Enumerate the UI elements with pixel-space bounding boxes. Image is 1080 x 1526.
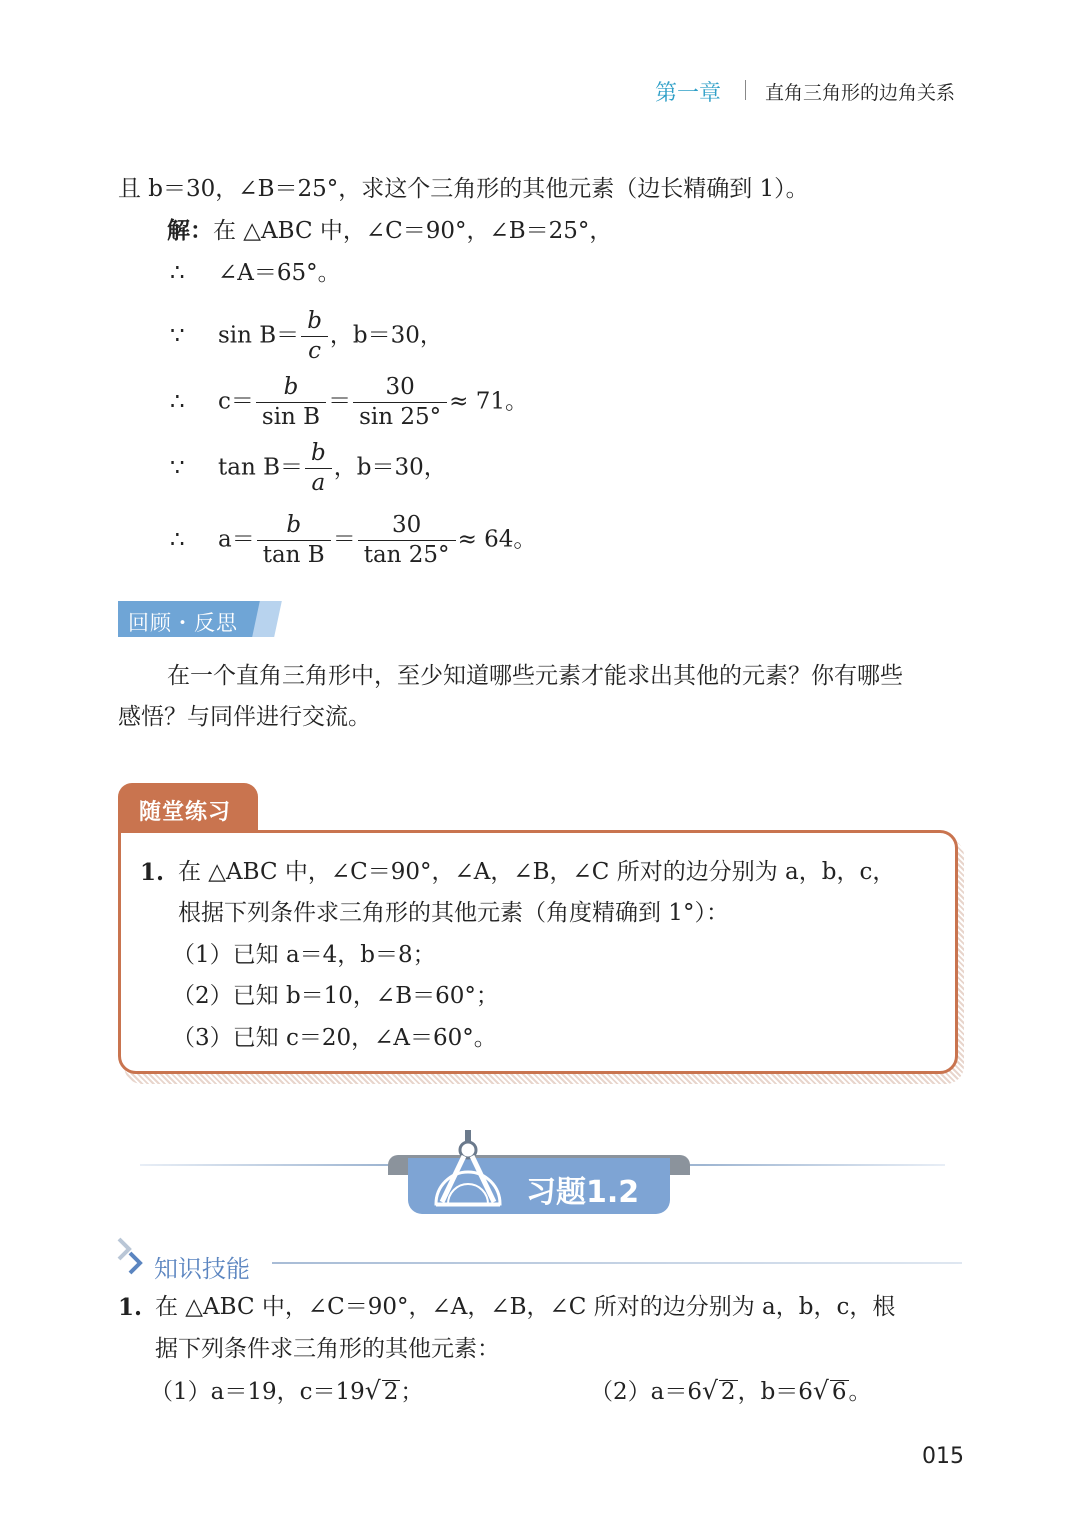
fraction: $\frac{b}{\text{sin B}}$ — [256, 376, 326, 429]
step-text: ≈ 71。 — [449, 388, 528, 415]
fraction: $\frac{30}{\sin 25^\circ}$ — [353, 376, 447, 429]
practice-label: 随堂练习 — [139, 800, 232, 825]
exercise-question-line-2: 据下列条件求三角形的其他元素： — [155, 1336, 500, 1362]
step-sin-b — [170, 310, 443, 363]
exercise-subquestion-1: （1）a＝19，c＝19√ 2； — [150, 1376, 424, 1405]
step-text: ，b＝30， — [333, 454, 447, 481]
practice-subquestion-2: （2）已知 b＝10，∠B＝60°； — [172, 983, 499, 1009]
step-text: a＝ — [218, 526, 255, 553]
review-label: 回顾・反思 — [128, 611, 238, 635]
practice-subquestion-3: （3）已知 c＝20，∠A＝60°。 — [172, 1025, 497, 1051]
exercise-question-line-1: 在 △ABC 中，∠C＝90°，∠A，∠B，∠C 所对的边分别为 a，b，c，根 — [155, 1294, 896, 1320]
step-angle-a — [170, 262, 341, 285]
solution-label: 解： — [167, 218, 213, 244]
practice-question-number: 1. — [140, 859, 165, 886]
header-divider — [745, 80, 746, 100]
step-text: sin B＝ — [218, 322, 300, 349]
exercise-subquestion-2: （2）a＝6√ 2，b＝6√ 6。 — [590, 1376, 872, 1405]
fraction: $\frac{30}{\tan 25^\circ}$ — [358, 514, 456, 567]
practice-question-line-1: 在 △ABC 中，∠C＝90°，∠A，∠B，∠C 所对的边分别为 a，b，c， — [178, 859, 896, 885]
practice-tab — [118, 783, 258, 833]
section-label: 知识技能 — [154, 1255, 250, 1283]
because-symbol: ∵ — [170, 454, 185, 481]
exercise-title: 习题1.2 — [526, 1175, 640, 1210]
example-line-1: 且 b＝30，∠B＝25°，求这个三角形的其他元素（边长精确到 1）。 — [118, 176, 809, 202]
step-text: ∠A＝65°。 — [218, 260, 341, 286]
review-tag — [118, 601, 280, 637]
fraction: $\frac{b}{c}$ — [301, 310, 328, 363]
step-tan-b — [170, 442, 447, 495]
exercise-question-number: 1. — [118, 1294, 143, 1321]
compass-protractor-icon — [432, 1128, 504, 1210]
step-text: c＝ — [218, 388, 254, 415]
chapter-label: 第一章 — [655, 81, 722, 106]
solution-text: 在 △ABC 中，∠C＝90°，∠B＝25°， — [213, 218, 613, 244]
chevron-right-icon — [116, 1237, 152, 1277]
fraction: $\frac{b}{\text{tan B}}$ — [257, 514, 331, 567]
therefore-symbol: ∴ — [170, 526, 185, 553]
review-paragraph-1: 在一个直角三角形中，至少知道哪些元素才能求出其他的元素？你有哪些 — [167, 663, 903, 689]
section-rule — [272, 1262, 962, 1264]
because-symbol: ∵ — [170, 322, 185, 349]
review-paragraph-2: 感悟？与同伴进行交流。 — [118, 704, 371, 730]
chapter-title: 直角三角形的边角关系 — [765, 82, 956, 104]
therefore-symbol: ∴ — [170, 388, 185, 415]
therefore-symbol: ∴ — [170, 260, 185, 286]
practice-subquestion-1: （1）已知 a＝4，b＝8； — [172, 942, 436, 968]
fraction: $\frac{b}{a}$ — [305, 442, 332, 495]
page-number: 015 — [922, 1444, 964, 1469]
equals: ＝ — [332, 526, 356, 553]
step-a-value — [170, 514, 536, 567]
step-text: tan B＝ — [218, 454, 303, 481]
solution-line — [167, 220, 612, 243]
equals: ＝ — [328, 388, 352, 415]
step-text: ≈ 64。 — [457, 526, 537, 553]
step-text: ，b＝30， — [329, 322, 443, 349]
step-c-value — [170, 376, 528, 429]
practice-question-line-2: 根据下列条件求三角形的其他元素（角度精确到 1°）： — [178, 900, 729, 926]
